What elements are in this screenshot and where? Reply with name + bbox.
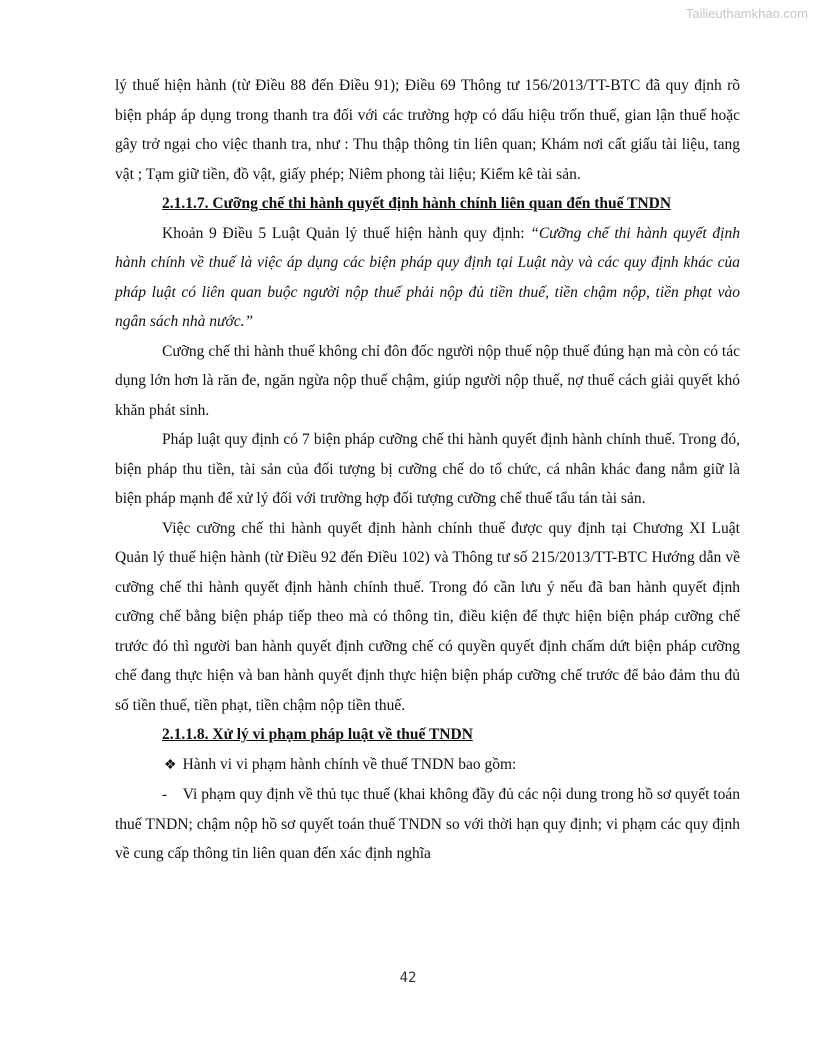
bullet-item <box>115 750 740 781</box>
paragraph-continuation: lý thuế hiện hành (từ Điều 88 đến Điều 91); Điều 69 Thông tư 156/2013/TT-BTC đã quy định rõ biện pháp áp dụng trong thanh tra đối với các trường hợp có dấu hiệu trốn thuế, gian lận thuế hoặc gây trở ngại cho việc thanh tra, như : Thu thập thông tin liên quan; Khám nơi cất giấu tài liệu, tang vật ; Tạm giữ tiền, đồ vật, giấy phép; Niêm phong tài liệu; Kiểm kê tài sản. <box>115 77 740 183</box>
document-body <box>115 71 740 869</box>
paragraph-enforcement-measures: Pháp luật quy định có 7 biện pháp cưỡng chế thi hành quyết định hành chính thuế. Trong đó, biện pháp thu tiền, tài sản của đối tượng bị cưỡng chế do tổ chức, cá nhân khác đang nắm giữ là biện pháp mạnh để xử lý đối với trường hợp đối tượng cưỡng chế thuế tẩu tán tài sản. <box>115 431 740 507</box>
bullet-item-text: Hành vi vi phạm hành chính về thuế TNDN bao gồm: <box>182 755 517 773</box>
dash-list-item <box>115 780 740 869</box>
paragraph-enforcement-regulation: Việc cưỡng chế thi hành quyết định hành chính thuế được quy định tại Chương XI Luật Quản lý thuế hiện hành (từ Điều 92 đến Điều 102) và Thông tư số 215/2013/TT-BTC Hướng dẫn về cưỡng chế thi hành quyết định hành chính thuế. Trong đó cần lưu ý nếu đã ban hành quyết định cưỡng chế bằng biện pháp tiếp theo mà có thông tin, điều kiện để thực hiện biện pháp cưỡng chế trước đó thì người ban hành quyết định cưỡng chế có quyền quyết định chấm dứt biện pháp cưỡng chế đang thực hiện và ban hành quyết định thực hiện biện pháp cưỡng chế trước để bảo đảm thu đủ số tiền thuế, tiền phạt, tiền chậm nộp tiền thuế. <box>115 519 740 714</box>
section-heading-text: 2.1.1.8. Xử lý vi phạm pháp luật về thuế TNDN <box>162 726 473 743</box>
definition-quote: “Cưỡng chế thi hành quyết định hành chính về thuế là việc áp dụng các biện pháp quy định tại Luật này và các quy định khác của pháp luật có liên quan buộc người nộp thuế phải nộp đủ tiền thuế, tiền chậm nộp, tiền phạt vào ngân sách nhà nước.” <box>115 224 740 330</box>
section-heading-2-1-1-7 <box>115 189 740 219</box>
section-heading-text: 2.1.1.7. Cưỡng chế thi hành quyết định hành chính liên quan đến thuế TNDN <box>162 195 672 212</box>
watermark: Tailieuthamkhao.com <box>685 6 808 21</box>
paragraph-definition <box>115 219 740 337</box>
section-heading-2-1-1-8 <box>115 720 740 750</box>
paragraph-enforcement-purpose: Cưỡng chế thi hành thuế không chỉ đôn đốc người nộp thuế nộp thuế đúng hạn mà còn có tác dụng lớn hơn là răn đe, ngăn ngừa nộp thuế chậm, giúp người nộp thuế, nợ thuế cách giải quyết khó khăn phát sinh. <box>115 342 740 419</box>
diamond-bullet-icon: ❖ <box>164 757 177 773</box>
dash-icon: - <box>162 786 168 803</box>
page-number: 42 <box>399 970 417 986</box>
dash-list-item-text: Vi phạm quy định về thủ tục thuế (khai không đầy đủ các nội dung trong hồ sơ quyết toán thuế TNDN; chậm nộp hồ sơ quyết toán thuế TNDN so với thời hạn quy định; vi phạm các quy định về cung cấp thông tin liên quan đến xác định nghĩa <box>115 786 740 862</box>
definition-lead: Khoản 9 Điều 5 Luật Quản lý thuế hiện hành quy định: <box>162 224 531 242</box>
